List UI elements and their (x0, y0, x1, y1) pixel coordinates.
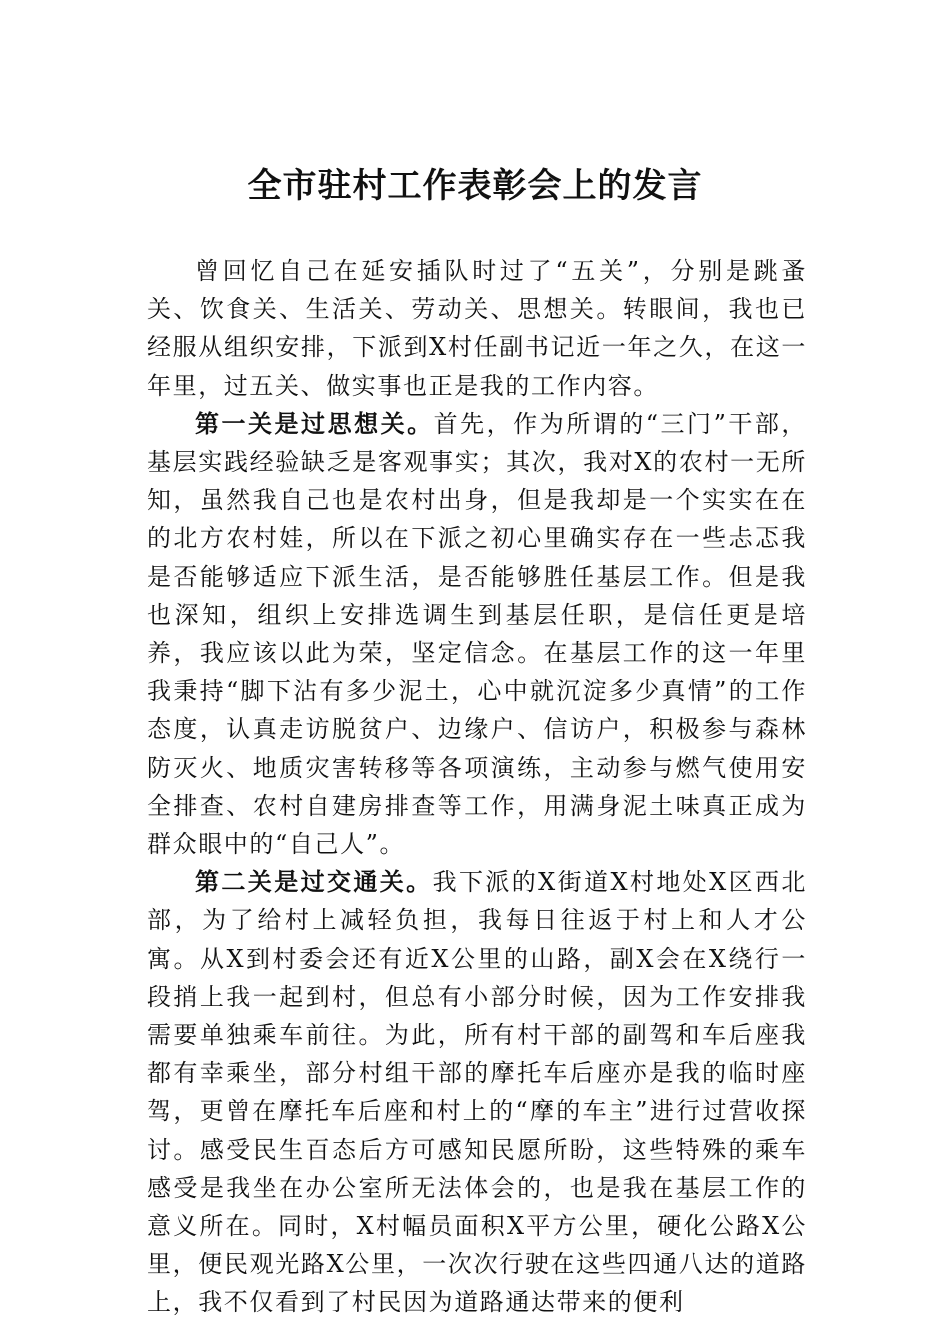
document-title: 全市驻村工作表彰会上的发言 (247, 166, 703, 206)
paragraph-text: 首先，作为所谓的“三门”干部，基层实践经验缺乏是客观事实；其次，我对X的农村一无所知，虽然我自己也是农村出身，但是我却是一个实实在在的北方农村娃，所以在下派之初心里确实存在一些忐忑我是否能够适应下派生活，是否能够胜任基层工作。但是我也深知，组织上安排选调生到基层任职，是信任更是培养，我应该以此为荣，坚定信念。在基层工作的这一年里我秉持“脚下沾有多少泥土，心中就沉淀多少真情”的工作态度，认真走访脱贫户、边缘户、信访户，积极参与森林防灭火、地质灾害转移等各项演练，主动参与燃气使用安全排查、农村自建房排查等工作，用满身泥土味真正成为群众眼中的“自己人”。 (147, 409, 807, 859)
paragraph-first-pass (147, 405, 807, 863)
paragraph-intro (147, 252, 807, 405)
document-body (147, 252, 807, 1322)
paragraph-text: 曾回忆自己在延安插队时过了“五关”，分别是跳蚤关、饮食关、生活关、劳动关、思想关。转眼间，我也已经服从组织安排，下派到X村任副书记近一年之久，在这一年里，过五关、做实事也正是我的工作内容。 (147, 257, 807, 400)
paragraph-text: 我下派的X街道X村地处X区西北部，为了给村上减轻负担，我每日往返于村上和人才公寓。从X到村委会还有近X公里的山路，副X会在X绕行一段捎上我一起到村，但总有小部分时候，因为工作安排我需要单独乘车前往。为此，所有村干部的副驾和车后座我都有幸乘坐，部分村组干部的摩托车后座亦是我的临时座驾，更曾在摩托车后座和村上的“摩的车主”进行过营收探讨。感受民生百态后方可感知民愿所盼，这些特殊的乘车感受是我坐在办公室所无法体会的，也是我在基层工作的意义所在。同时，X村幅员面积X平方公里，硬化公路X公里，便民观光路X公里，一次次行驶在这些四通八达的道路上，我不仅看到了村民因为道路通达带来的便利 (147, 868, 807, 1317)
paragraph-lead: 第一关是过思想关。 (195, 408, 434, 438)
paragraph-second-pass (147, 863, 807, 1321)
paragraph-lead: 第二关是过交通关。 (195, 867, 433, 897)
